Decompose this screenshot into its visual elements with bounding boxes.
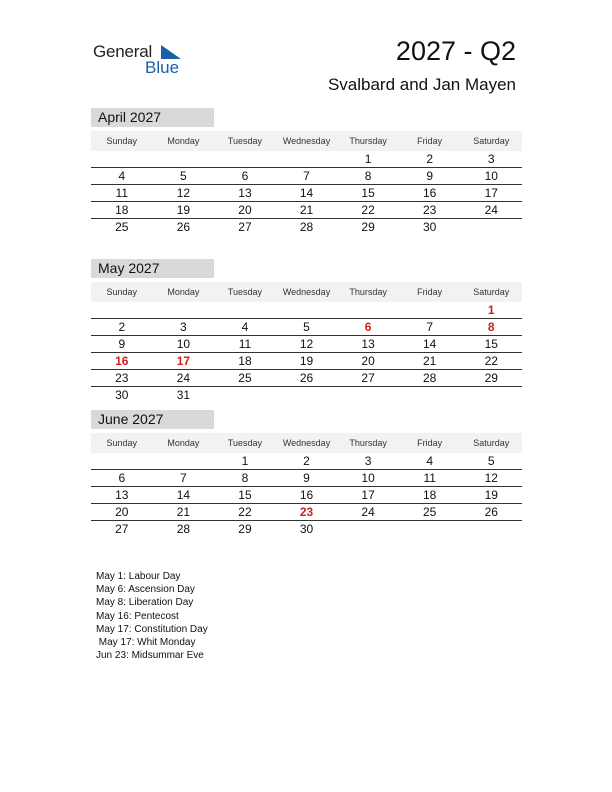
day-cell: 24 bbox=[176, 371, 191, 385]
month-title: June 2027 bbox=[91, 410, 214, 429]
day-cell: 14 bbox=[176, 488, 191, 502]
day-cell: 28 bbox=[176, 522, 191, 536]
day-cell: 23 bbox=[423, 203, 437, 217]
weekday-label: Sunday bbox=[106, 136, 138, 146]
day-cell: 1 bbox=[487, 303, 495, 317]
day-cell: 2 bbox=[426, 152, 434, 166]
day-cell: 20 bbox=[361, 354, 375, 368]
day-cell: 11 bbox=[238, 337, 252, 351]
holiday-item: Jun 23: Midsummar Eve bbox=[96, 650, 204, 662]
week-row bbox=[91, 470, 522, 487]
day-cell bbox=[276, 151, 338, 167]
day-cell bbox=[91, 302, 153, 318]
day-cell: 22 bbox=[361, 203, 375, 217]
day-cell: 4 bbox=[426, 454, 434, 468]
weekday-label: Tuesday bbox=[227, 136, 263, 146]
weekday-header-row bbox=[91, 433, 522, 453]
week-row bbox=[91, 336, 522, 353]
week-row bbox=[91, 521, 522, 538]
week-row bbox=[91, 168, 522, 185]
day-cell: 9 bbox=[118, 337, 126, 351]
day-cell bbox=[460, 219, 522, 236]
day-cell bbox=[214, 387, 276, 404]
month-title: May 2027 bbox=[91, 259, 214, 278]
day-cell: 16 bbox=[299, 488, 314, 502]
day-cell bbox=[460, 521, 522, 538]
day-cell: 18 bbox=[238, 354, 252, 368]
weekday-label: Saturday bbox=[473, 438, 510, 448]
weekday-label: Thursday bbox=[349, 438, 387, 448]
day-cell: 20 bbox=[115, 505, 129, 519]
week-row bbox=[91, 504, 522, 521]
weekday-header-row bbox=[91, 282, 522, 302]
day-cell bbox=[399, 521, 461, 538]
day-cell: 28 bbox=[423, 371, 437, 385]
day-cell: 12 bbox=[299, 337, 314, 351]
day-cell: 9 bbox=[426, 169, 434, 183]
page-subtitle: Svalbard and Jan Mayen bbox=[327, 75, 516, 94]
day-cell: 3 bbox=[364, 454, 372, 468]
holiday-item: May 8: Liberation Day bbox=[96, 597, 194, 609]
day-cell: 14 bbox=[423, 337, 437, 351]
day-cell: 7 bbox=[426, 320, 434, 334]
day-cell: 23 bbox=[299, 505, 314, 519]
day-cell: 2 bbox=[303, 454, 310, 468]
day-cell: 17 bbox=[484, 186, 498, 200]
week-row bbox=[91, 302, 522, 319]
day-cell: 12 bbox=[176, 186, 191, 200]
day-cell: 3 bbox=[487, 152, 495, 166]
weekday-label: Friday bbox=[417, 136, 443, 146]
day-cell bbox=[153, 453, 215, 469]
day-cell: 19 bbox=[299, 354, 314, 368]
day-cell bbox=[460, 387, 522, 404]
day-cell: 26 bbox=[299, 371, 314, 385]
day-cell: 10 bbox=[176, 337, 191, 351]
day-cell: 11 bbox=[115, 186, 129, 200]
day-cell: 30 bbox=[115, 388, 129, 402]
day-cell: 14 bbox=[299, 186, 314, 200]
holiday-item: May 17: Constitution Day bbox=[96, 623, 208, 635]
holiday-list bbox=[96, 570, 208, 662]
day-cell: 17 bbox=[361, 488, 375, 502]
day-cell: 29 bbox=[484, 371, 498, 385]
day-cell: 17 bbox=[176, 354, 191, 368]
day-cell: 28 bbox=[299, 220, 314, 234]
day-cell: 26 bbox=[484, 505, 498, 519]
day-cell: 24 bbox=[484, 203, 498, 217]
weekday-label: Thursday bbox=[349, 287, 387, 297]
day-cell bbox=[91, 453, 153, 469]
weekday-label: Tuesday bbox=[227, 287, 263, 297]
logo bbox=[93, 42, 193, 82]
day-cell: 5 bbox=[303, 320, 310, 334]
day-cell: 3 bbox=[180, 320, 187, 334]
weekday-label: Monday bbox=[167, 136, 200, 146]
day-cell bbox=[337, 387, 399, 404]
day-cell: 1 bbox=[241, 454, 249, 468]
day-cell: 10 bbox=[484, 169, 498, 183]
day-cell: 27 bbox=[361, 371, 375, 385]
day-cell: 13 bbox=[115, 488, 129, 502]
day-cell bbox=[399, 302, 461, 318]
holiday-item: May 1: Labour Day bbox=[96, 571, 181, 582]
day-cell bbox=[276, 387, 338, 404]
weekday-label: Sunday bbox=[106, 438, 138, 448]
day-cell: 16 bbox=[115, 354, 129, 368]
day-cell: 4 bbox=[118, 169, 126, 183]
weekday-label: Wednesday bbox=[282, 287, 331, 297]
day-cell: 25 bbox=[423, 505, 437, 519]
day-cell: 19 bbox=[484, 488, 498, 502]
day-cell bbox=[91, 151, 153, 167]
day-cell: 21 bbox=[299, 203, 314, 217]
month-june bbox=[91, 410, 522, 538]
logo-text-blue: Blue bbox=[145, 58, 180, 77]
week-row bbox=[91, 185, 522, 202]
day-cell: 16 bbox=[423, 186, 437, 200]
day-cell: 8 bbox=[487, 320, 495, 334]
week-row bbox=[91, 353, 522, 370]
day-cell: 8 bbox=[241, 471, 249, 485]
day-cell: 15 bbox=[361, 186, 375, 200]
day-cell: 12 bbox=[484, 471, 498, 485]
weekday-header-row bbox=[91, 131, 522, 151]
month-title: April 2027 bbox=[91, 108, 214, 127]
day-cell: 27 bbox=[238, 220, 252, 234]
day-cell: 5 bbox=[487, 454, 495, 468]
day-cell bbox=[214, 151, 276, 167]
day-cell: 25 bbox=[238, 371, 252, 385]
day-cell: 30 bbox=[423, 220, 437, 234]
day-cell: 22 bbox=[238, 505, 252, 519]
day-cell: 29 bbox=[361, 220, 375, 234]
weekday-label: Friday bbox=[417, 287, 443, 297]
logo-text-general: General bbox=[93, 42, 153, 61]
month-april bbox=[91, 108, 522, 236]
day-cell: 18 bbox=[423, 488, 437, 502]
weekday-label: Monday bbox=[167, 438, 200, 448]
day-cell bbox=[214, 302, 276, 318]
day-cell: 22 bbox=[484, 354, 498, 368]
weekday-label: Wednesday bbox=[282, 438, 331, 448]
week-row bbox=[91, 151, 522, 168]
day-cell: 6 bbox=[118, 471, 126, 485]
day-cell: 8 bbox=[364, 169, 372, 183]
day-cell: 1 bbox=[364, 152, 372, 166]
weekday-label: Saturday bbox=[473, 136, 510, 146]
day-cell: 31 bbox=[176, 388, 191, 402]
weekday-label: Tuesday bbox=[227, 438, 263, 448]
day-cell: 13 bbox=[361, 337, 375, 351]
page-title: 2027 - Q2 bbox=[395, 36, 516, 66]
day-cell: 23 bbox=[115, 371, 129, 385]
day-cell: 25 bbox=[115, 220, 129, 234]
week-row bbox=[91, 370, 522, 387]
day-cell: 10 bbox=[361, 471, 375, 485]
week-row bbox=[91, 387, 522, 404]
weekday-label: Thursday bbox=[349, 136, 387, 146]
weekday-label: Sunday bbox=[106, 287, 138, 297]
holiday-item: May 16: Pentecost bbox=[96, 610, 179, 622]
day-cell bbox=[337, 302, 399, 318]
day-cell: 30 bbox=[299, 522, 314, 536]
day-cell bbox=[153, 151, 215, 167]
week-row bbox=[91, 202, 522, 219]
weekday-label: Monday bbox=[167, 287, 200, 297]
holiday-item: May 17: Whit Monday bbox=[96, 637, 196, 649]
day-cell: 2 bbox=[118, 320, 126, 334]
day-cell: 7 bbox=[303, 169, 310, 183]
holiday-item: May 6: Ascension Day bbox=[96, 584, 195, 596]
day-cell: 15 bbox=[484, 337, 498, 351]
day-cell: 26 bbox=[176, 220, 191, 234]
day-cell: 18 bbox=[115, 203, 129, 217]
weekday-label: Saturday bbox=[473, 287, 510, 297]
weekday-label: Friday bbox=[417, 438, 443, 448]
day-cell: 13 bbox=[238, 186, 252, 200]
day-cell: 21 bbox=[176, 505, 191, 519]
day-cell: 4 bbox=[241, 320, 249, 334]
day-cell: 6 bbox=[364, 320, 372, 334]
month-may bbox=[91, 259, 522, 404]
day-cell: 9 bbox=[303, 471, 310, 485]
week-row bbox=[91, 453, 522, 470]
day-cell: 20 bbox=[238, 203, 252, 217]
week-row bbox=[91, 319, 522, 336]
day-cell: 6 bbox=[241, 169, 249, 183]
day-cell: 5 bbox=[180, 169, 187, 183]
day-cell: 11 bbox=[423, 471, 436, 485]
day-cell: 27 bbox=[115, 522, 129, 536]
day-cell bbox=[276, 302, 338, 318]
day-cell bbox=[153, 302, 215, 318]
day-cell: 24 bbox=[361, 505, 375, 519]
day-cell: 19 bbox=[176, 203, 191, 217]
day-cell: 29 bbox=[238, 522, 252, 536]
week-row bbox=[91, 219, 522, 236]
day-cell bbox=[337, 521, 399, 538]
day-cell: 15 bbox=[238, 488, 252, 502]
day-cell bbox=[399, 387, 461, 404]
weekday-label: Wednesday bbox=[282, 136, 331, 146]
week-row bbox=[91, 487, 522, 504]
day-cell: 7 bbox=[180, 471, 187, 485]
day-cell: 21 bbox=[423, 354, 437, 368]
